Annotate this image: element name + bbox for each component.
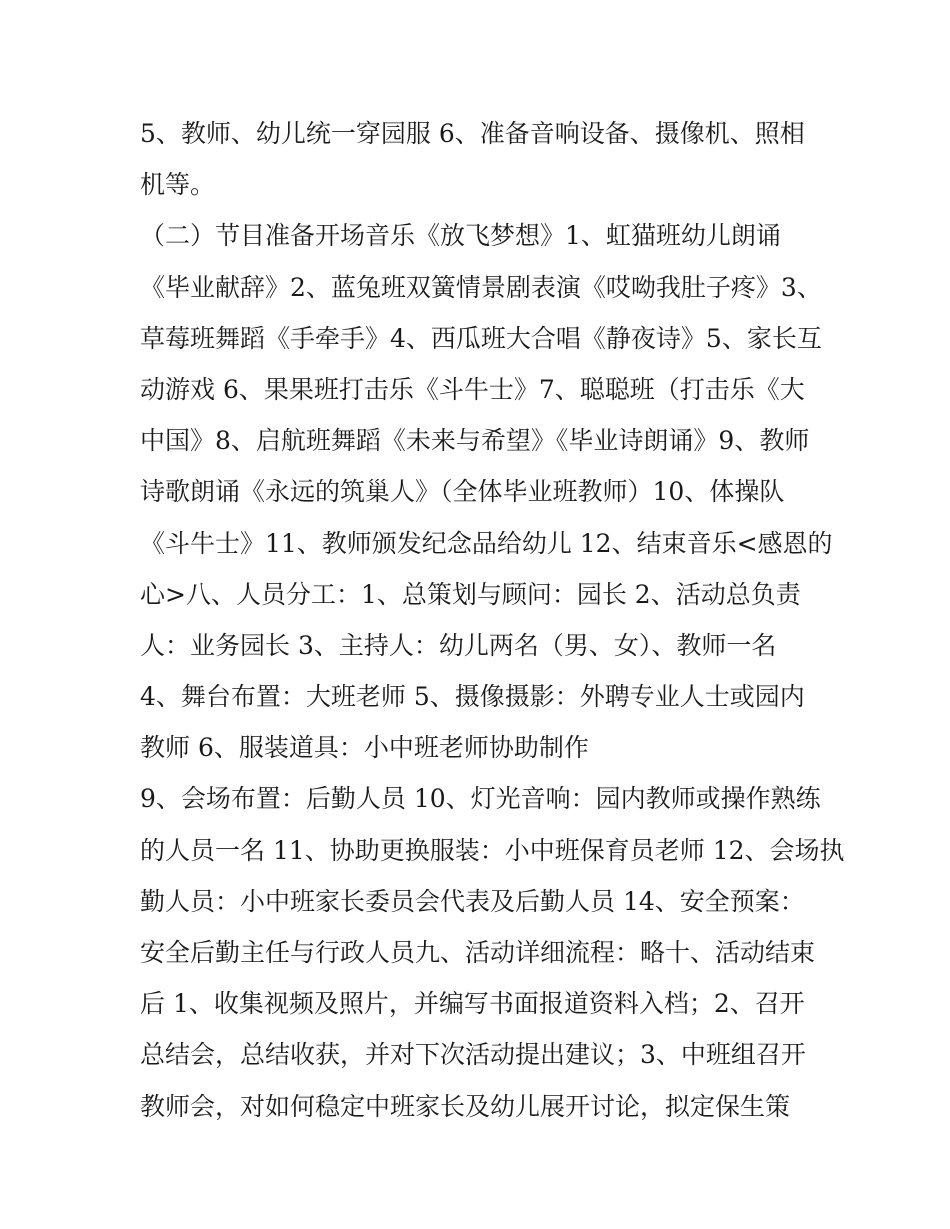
text-line: 心>八、人员分工：1、总策划与顾问：园长 2、活动总负责 <box>140 579 801 609</box>
text-line: 人：业务园长 3、主持人：幼儿两名（男、女）、教师一名 <box>140 630 777 660</box>
text-line: 5、教师、幼儿统一穿园服 6、准备音响设备、摄像机、照相 <box>140 119 805 148</box>
text-line: 总结会，总结收获，并对下次活动提出建议；3、中班组召开 <box>140 1040 806 1070</box>
text-line: 《斗牛士》11、教师颁发纪念品给幼儿 12、结束音乐<感恩的 <box>140 528 833 558</box>
text-line: 教师 6、服装道具：小中班老师协助制作 <box>140 733 589 763</box>
text-line: 教师会，对如何稳定中班家长及幼儿展开讨论，拟定保生策 <box>140 1091 791 1121</box>
text-line: 中国》8、启航班舞蹈《未来与希望》《毕业诗朗诵》9、教师 <box>140 426 810 456</box>
text-line: （二）节目准备开场音乐《放飞梦想》1、虹猫班幼儿朗诵 <box>140 221 781 251</box>
document-body <box>140 108 845 1132</box>
text-line: 草莓班舞蹈《手牵手》4、西瓜班大合唱《静夜诗》5、家长互 <box>140 323 822 353</box>
text-line: 的人员一名 11、协助更换服装：小中班保育员老师 12、会场执 <box>140 835 845 865</box>
text-line: 勤人员：小中班家长委员会代表及后勤人员 14、安全预案： <box>140 886 805 916</box>
text-line: 4、舞台布置：大班老师 5、摄像摄影：外聘专业人士或园内 <box>140 682 805 712</box>
text-line: 9、会场布置：后勤人员 10、灯光音响：园内教师或操作熟练 <box>140 784 821 814</box>
text-line: 机等。 <box>140 170 216 200</box>
text-line: 动游戏 6、果果班打击乐《斗牛士》7、聪聪班（打击乐《大 <box>140 374 805 404</box>
text-line: 《毕业献辞》2、蓝兔班双簧情景剧表演《哎呦我肚子疼》3、 <box>140 272 822 302</box>
text-line: 安全后勤主任与行政人员九、活动详细流程：略十、活动结束 <box>140 938 816 967</box>
text-line: 后 1、收集视频及照片，并编写书面报道资料入档；2、召开 <box>140 989 805 1019</box>
text-line: 诗歌朗诵《永远的筑巢人》（全体毕业班教师）10、体操队 <box>140 477 785 507</box>
